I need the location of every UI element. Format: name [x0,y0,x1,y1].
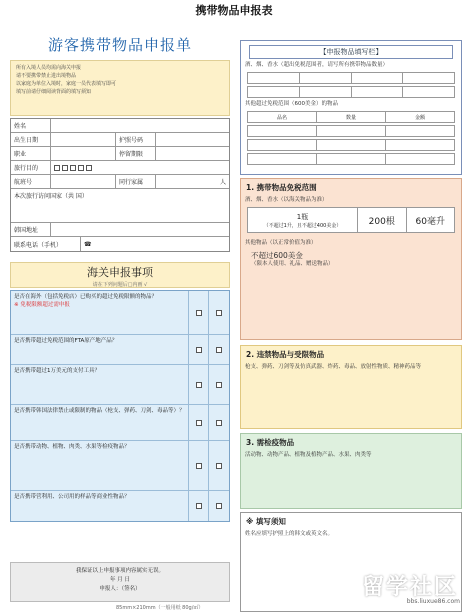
yes-checkbox[interactable] [189,291,209,334]
travel-label: 旅行目的 [11,161,51,174]
phone-label: 联系电话（手机） [11,237,81,251]
notice-line: 请不要携带禁止进出境物品 [16,73,77,79]
no-checkbox[interactable] [209,491,229,521]
other-goods-limit: 不超过600美金 [251,251,303,260]
companion-label: 同行家属 [116,175,156,188]
alcohol-quota-note: （不超过1升，且不超过400美金） [263,222,342,229]
duty-free-title: 1. 携带物品免税范围 [246,183,317,192]
yes-checkbox[interactable] [189,405,209,440]
customs-subtitle: 请在下列问题后□内画 √ [92,282,148,288]
notice-line: 以家庭为单位入境时，家庭一员代表填写即可 [16,81,117,87]
travel-options[interactable] [51,161,229,174]
instructions-title: ※ 填写须知 [246,517,286,526]
passport-label: 护照号码 [116,133,156,146]
prohibited-title: 2. 违禁物品与受限物品 [246,350,325,359]
visa-label: 停留期限 [116,147,156,160]
question-5: 是否携带动物、植物、肉类、水果等检疫物品？ [11,441,189,490]
phone-field[interactable]: ☎ [84,240,92,248]
question-4: 是否携带韩国法律禁止或限制的物品（枪支、弹药、刀剑、毒品等）？ [11,405,189,440]
alcohol-quota: 1瓶 [296,212,309,221]
declared-items-title: 【申报物品填写栏】 [249,45,453,59]
notice-line: 所有入境人员均需向海关申报 [16,65,82,71]
customs-declaration-header [10,262,230,288]
question-2: 是否携带超过免税范围的FTA原产地产品？ [11,335,189,364]
watermark: 留学社区 [361,575,458,600]
name-label: 姓名 [11,119,51,132]
sign-date[interactable]: 年 月 日 [110,577,130,583]
declared-items-note: 酒、烟、香水（超出免税范围者，请写所有携带物品数量） [245,62,389,68]
duty-free-section [240,178,462,340]
no-checkbox[interactable] [209,365,229,404]
quarantine-title: 3. 需检疫物品 [246,438,295,447]
korea-address-label: 韩国地址 [11,223,51,236]
signature-box [10,562,230,602]
tobacco-row[interactable] [247,86,455,98]
items-table-row[interactable] [247,139,455,151]
sign-statement: 我保证以上申报事项内容属实无误。 [75,568,164,574]
duty-free-subtitle: 酒、烟、香水（以海关物品为准） [245,197,328,203]
watermark-url: bbs.liuxue86.com [406,598,460,605]
quota-table [247,207,455,233]
prohibited-section [240,345,462,429]
companion-count[interactable]: 人 [219,179,226,186]
flight-label: 航班号 [11,175,51,188]
job-field[interactable] [51,147,116,160]
customs-title: 海关申报事项 [87,266,153,279]
dob-field[interactable] [51,133,116,146]
flight-field[interactable] [51,175,116,188]
declared-items-box [240,40,462,175]
no-checkbox[interactable] [209,291,229,334]
question-1: 是否在海外（包括免税店）已购买的超过免税限额的物品？ ※ 免税限额超过需申报 [11,291,189,334]
other-goods-note: （限本人使用、礼品、赠送物品） [251,261,334,267]
other-items-note: 其他超过免税范围（600美金）的物品 [245,101,338,107]
other-goods-title: 其他物品（以正常价值为准） [245,240,317,246]
yes-checkbox[interactable] [189,491,209,521]
alcohol-row[interactable] [247,72,455,84]
items-table-row[interactable] [247,125,455,137]
quarantine-section [240,433,462,509]
korea-address-field[interactable] [51,223,229,236]
notice-line: 填写前请仔细阅读背面的填写须知 [16,89,92,95]
instructions-text: 姓名应填写护照上的韩文或英文名。 [245,531,334,537]
items-table-header: 品名 数量 金额 [247,111,455,123]
job-label: 职业 [11,147,51,160]
passport-field[interactable] [156,133,229,146]
questions-table [10,290,230,522]
no-checkbox[interactable] [209,441,229,490]
countries-field[interactable]: 本次旅行访问国家（共 国） [14,193,88,200]
no-checkbox[interactable] [209,405,229,440]
notice-box [10,60,230,116]
dob-label: 出生日期 [11,133,51,146]
sign-name[interactable]: 申报人：（签名） [99,586,141,592]
yes-checkbox[interactable] [189,365,209,404]
question-3: 是否携带超过1万美元的支付工具？ [11,365,189,404]
quarantine-text: 活动物、动物产品、植物及植物产品、水果、肉类等 [245,452,372,458]
page-title: 携带物品申报表 [195,4,273,17]
visa-field[interactable] [156,147,229,160]
name-field[interactable] [51,119,229,132]
no-checkbox[interactable] [209,335,229,364]
yes-checkbox[interactable] [189,441,209,490]
form-title: 游客携带物品申报单 [47,36,192,54]
footer-size: 85mm×210mm（一般用纸 80g/㎡） [116,605,204,611]
tobacco-quota: 200根 [358,208,407,232]
prohibited-text: 枪支、弹药、刀剑等及仿真武器、炸药、毒品、放射性物质、精神药品等 [245,364,422,370]
personal-info-form [10,118,230,252]
perfume-quota: 60毫升 [415,216,445,227]
question-6: 是否携带营利用、公司用的样品等商业性物品？ [11,491,189,521]
yes-checkbox[interactable] [189,335,209,364]
items-table-row[interactable] [247,153,455,165]
